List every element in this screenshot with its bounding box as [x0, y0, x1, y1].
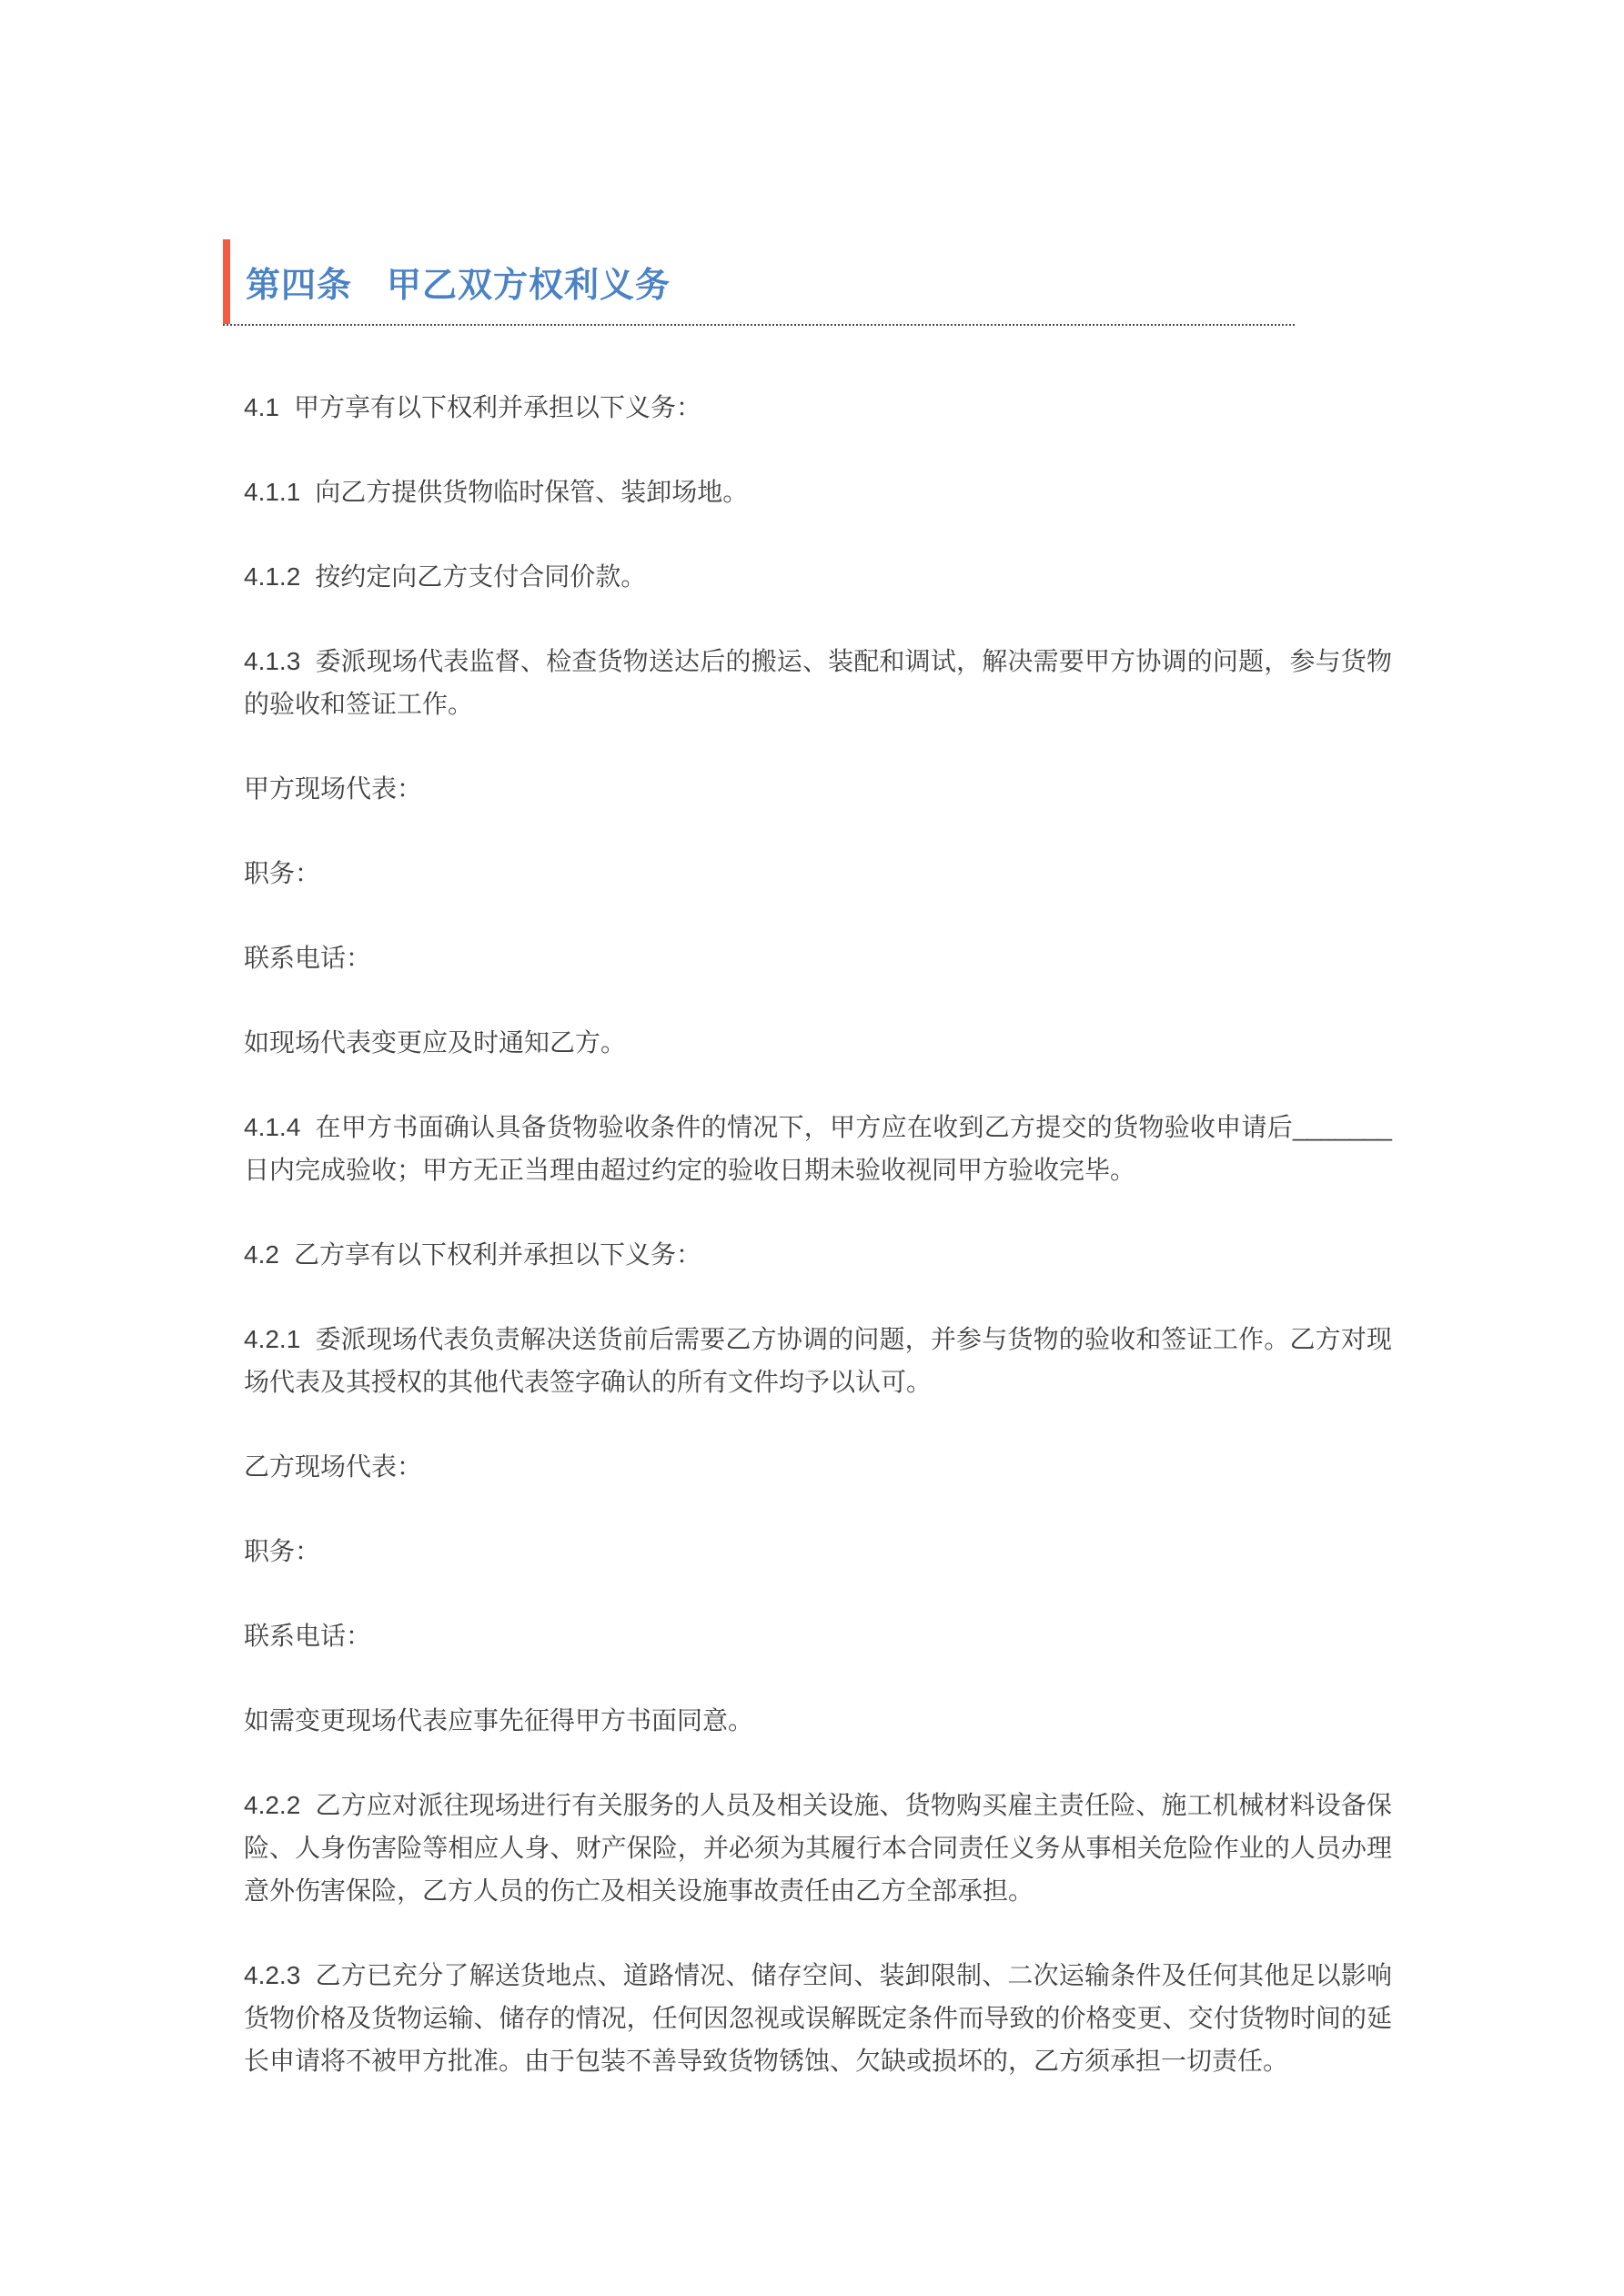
clause-number: 4.1.3 [244, 647, 301, 675]
clause-number: 4.1.1 [244, 478, 301, 506]
document-body [223, 326, 1392, 2082]
paragraph [244, 1106, 1392, 1191]
paragraph [244, 470, 1392, 513]
clause-text: 职务： [244, 1537, 321, 1565]
paragraph [244, 936, 1392, 979]
clause-number: 4.1.2 [244, 562, 301, 591]
paragraph [244, 1021, 1392, 1064]
section-title: 甲乙双方权利义务 [387, 267, 671, 305]
heading-accent-bar [223, 239, 230, 324]
paragraph [244, 1954, 1392, 2082]
clause-text: 在甲方书面确认具备货物验收条件的情况下，甲方应在收到乙方提交的货物验收申请后_______日内完成验收；甲方无正当理由超过约定的验收日期未验收视同甲方验收完毕。 [244, 1113, 1392, 1184]
clause-text: 乙方已充分了解送货地点、道路情况、储存空间、装卸限制、二次运输条件及任何其他足以影响货物价格及货物运输、储存的情况，任何因忽视或误解既定条件而导致的价格变更、交付货物时间的延长申请将不被甲方批准。由于包装不善导致货物锈蚀、欠缺或损坏的，乙方须承担一切责任。 [244, 1961, 1392, 2075]
clause-text: 如现场代表变更应及时通知乙方。 [244, 1028, 627, 1057]
paragraph [244, 1318, 1392, 1403]
clause-text: 联系电话： [244, 1622, 372, 1650]
paragraph [244, 1614, 1392, 1657]
paragraph [244, 1784, 1392, 1912]
paragraph [244, 1233, 1392, 1276]
clause-text: 如需变更现场代表应事先征得甲方书面同意。 [244, 1706, 754, 1735]
clause-text: 委派现场代表负责解决送货前后需要乙方协调的问题，并参与货物的验收和签证工作。乙方对现场代表及其授权的其他代表签字确认的所有文件均予以认可。 [244, 1325, 1392, 1396]
clause-text: 联系电话： [244, 944, 372, 972]
paragraph [244, 640, 1392, 725]
clause-text: 委派现场代表监督、检查货物送达后的搬运、装配和调试，解决需要甲方协调的问题，参与货物的验收和签证工作。 [244, 647, 1392, 718]
clause-number: 4.1.4 [244, 1113, 301, 1141]
clause-number: 4.2.2 [244, 1791, 301, 1819]
paragraph [244, 852, 1392, 895]
paragraph [244, 555, 1392, 598]
paragraph [244, 1445, 1392, 1488]
clause-number: 4.2.1 [244, 1325, 301, 1353]
clause-number: 4.2 [244, 1240, 279, 1269]
clause-number: 4.1 [244, 393, 279, 421]
clause-text: 职务： [244, 859, 321, 887]
clause-number: 4.2.3 [244, 1961, 301, 1989]
clause-text: 按约定向乙方支付合同价款。 [315, 562, 647, 591]
clause-text: 甲方现场代表： [244, 774, 423, 803]
clause-text: 乙方应对派往现场进行有关服务的人员及相关设施、货物购买雇主责任险、施工机械材料设备保险、人身伤害险等相应人身、财产保险，并必须为其履行本合同责任义务从事相关危险作业的人员办理意外伤害保险，乙方人员的伤亡及相关设施事故责任由乙方全部承担。 [244, 1791, 1392, 1905]
clause-text: 乙方现场代表： [244, 1452, 423, 1481]
section-heading [223, 239, 1295, 324]
clause-text: 向乙方提供货物临时保管、装卸场地。 [315, 478, 749, 506]
paragraph [244, 1530, 1392, 1573]
section-heading-text [246, 257, 671, 307]
paragraph [244, 767, 1392, 810]
clause-text: 甲方享有以下权利并承担以下义务： [293, 393, 701, 421]
paragraph [244, 1699, 1392, 1742]
clause-text: 乙方享有以下权利并承担以下义务： [293, 1240, 701, 1269]
section-number: 第四条 [246, 267, 353, 305]
paragraph [244, 386, 1392, 429]
